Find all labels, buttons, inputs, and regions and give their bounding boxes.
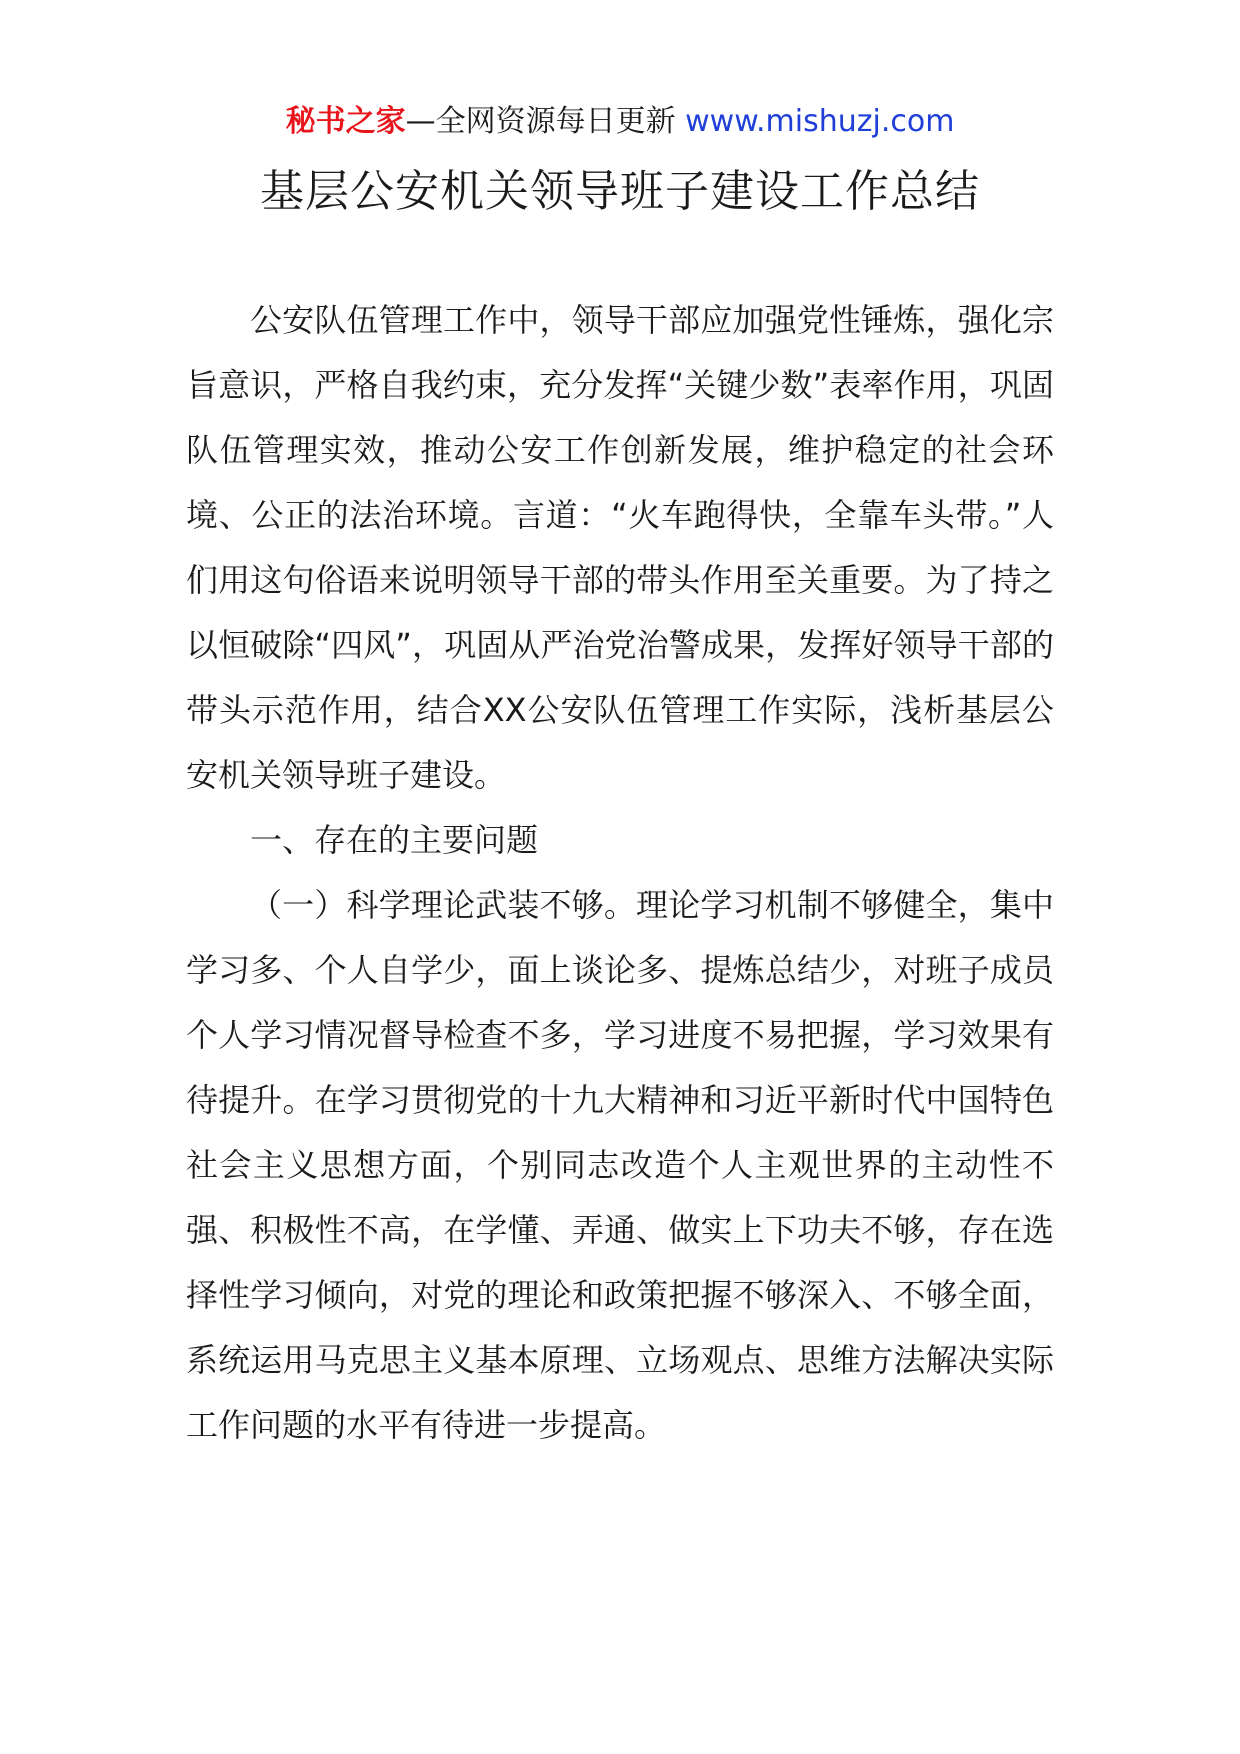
problem-paragraph: （一）科学理论武装不够。理论学习机制不够健全，集中学习多、个人自学少，面上谈论多、提炼总结少，对班子成员个人学习情况督导检查不多，学习进度不易把握，学习效果有待提升。在学习贯彻党的十九大精神和习近平新时代中国特色社会主义思想方面，个别同志改造个人主观世界的主动性不强、积极性不高，在学懂、弄通、做实上下功夫不够，存在选择性学习倾向，对党的理论和政策把握不够深入、不够全面，系统运用马克思主义基本原理、立场观点、思维方法解决实际工作问题的水平有待进一步提高。 <box>186 886 1054 1444</box>
site-header <box>0 100 1240 144</box>
document-title: 基层公安机关领导班子建设工作总结 <box>260 166 980 217</box>
brand-name: 秘书之家 <box>285 104 406 139</box>
document-body <box>186 288 1054 1458</box>
intro-paragraph: 公安队伍管理工作中，领导干部应加强党性锤炼，强化宗旨意识，严格自我约束，充分发挥“关键少数”表率作用，巩固队伍管理实效，推动公安工作创新发展，维护稳定的社会环境、公正的法治环境。言道：“火车跑得快，全靠车头带。”人们用这句俗语来说明领导干部的带头作用至关重要。为了持之以恒破除“四风”，巩固从严治党治警成果，发挥好领导干部的带头示范作用，结合XX公安队伍管理工作实际，浅析基层公安机关领导班子建设。 <box>186 301 1054 794</box>
section-heading: 一、存在的主要问题 <box>250 821 539 859</box>
header-slogan: —全网资源每日更新 <box>405 104 676 139</box>
site-url-link[interactable]: www.mishuzj.com <box>685 104 955 139</box>
